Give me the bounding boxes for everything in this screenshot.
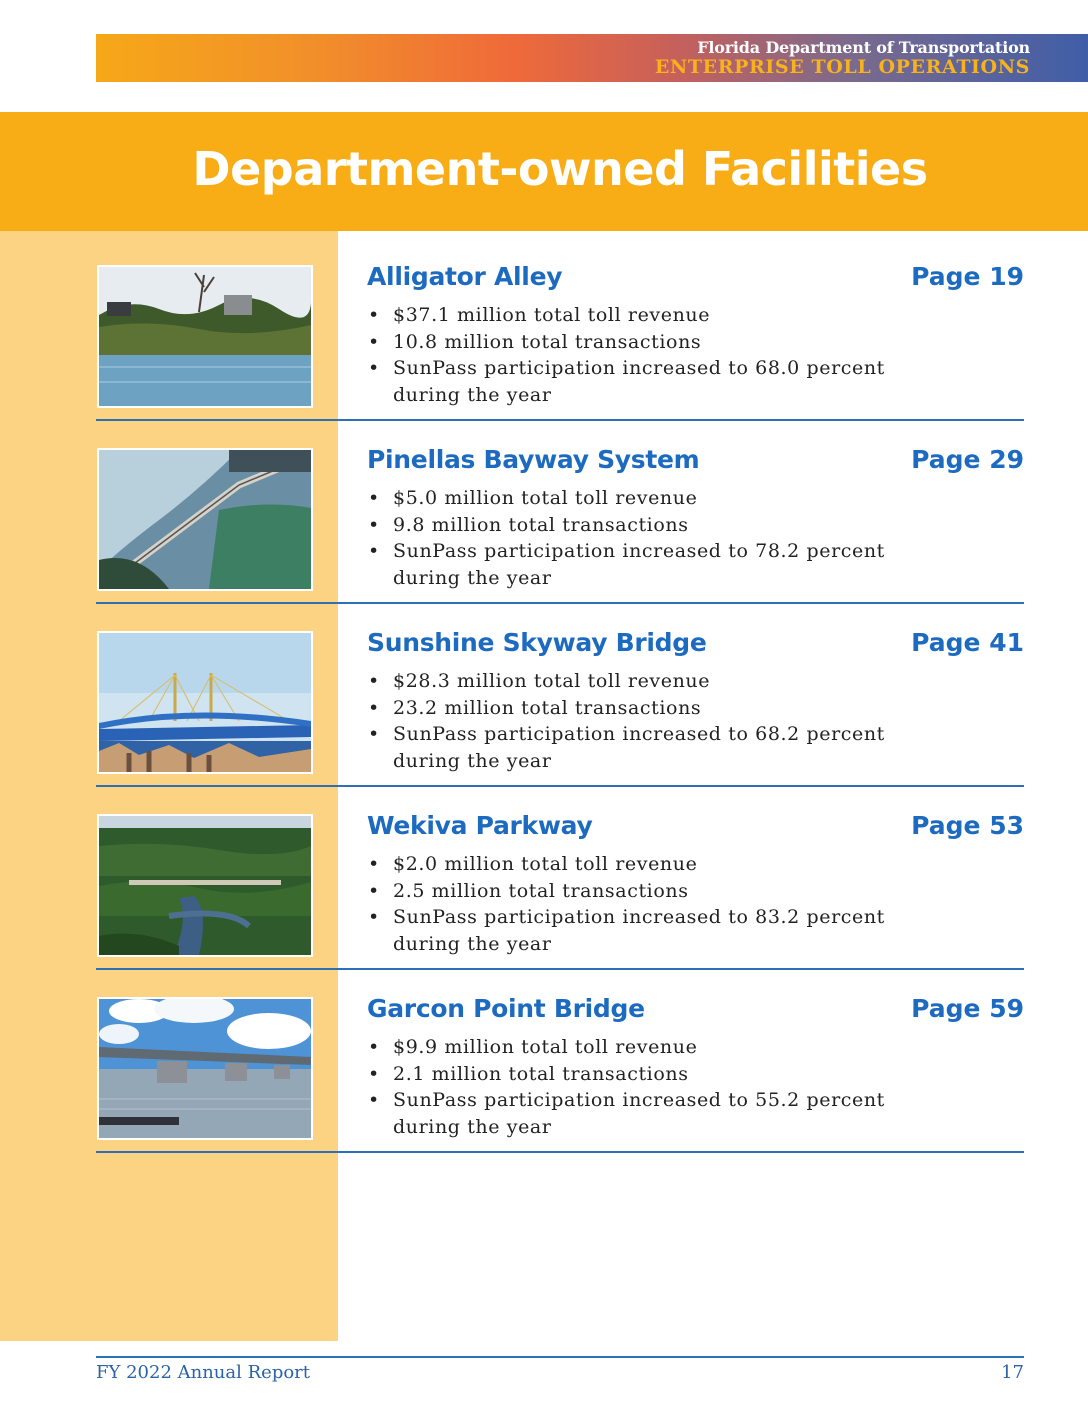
footer-rule — [96, 1356, 1024, 1358]
facility-bullets — [367, 1034, 907, 1140]
facility-bullets — [367, 851, 907, 957]
bullet-revenue: • $9.9 million total toll revenue — [367, 1034, 907, 1061]
facility-name: Wekiva Parkway — [367, 811, 593, 840]
facility-alligator-alley — [96, 238, 1024, 421]
facility-name: Sunshine Skyway Bridge — [367, 628, 707, 657]
facility-photo-wekiva-parkway — [97, 814, 313, 957]
facility-bullets — [367, 302, 907, 408]
bullet-transactions: • 2.5 million total transactions — [367, 878, 907, 905]
page-title: Department-owned Facilities — [192, 142, 928, 196]
bullet-transactions: • 9.8 million total transactions — [367, 512, 907, 539]
bullet-sunpass: • SunPass participation increased to 68.0 percent during the year — [367, 355, 907, 408]
facility-page-link[interactable]: Page 19 — [911, 262, 1024, 291]
facility-photo-pinellas-bayway — [97, 448, 313, 591]
header-division: ENTERPRISE TOLL OPERATIONS — [654, 56, 1030, 78]
bullet-revenue: • $5.0 million total toll revenue — [367, 485, 907, 512]
bullet-revenue: • $28.3 million total toll revenue — [367, 668, 907, 695]
bullet-sunpass: • SunPass participation increased to 83.2 percent during the year — [367, 904, 907, 957]
facility-photo-garcon-point — [97, 997, 313, 1140]
bullet-transactions: • 23.2 million total transactions — [367, 695, 907, 722]
bullet-sunpass: • SunPass participation increased to 68.2 percent during the year — [367, 721, 907, 774]
bullet-transactions: • 10.8 million total transactions — [367, 329, 907, 356]
facility-name: Pinellas Bayway System — [367, 445, 700, 474]
facility-page-link[interactable]: Page 59 — [911, 994, 1024, 1023]
footer-page-number: 17 — [1001, 1362, 1024, 1383]
facility-garcon-point — [96, 970, 1024, 1153]
bullet-sunpass: • SunPass participation increased to 55.2 percent during the year — [367, 1087, 907, 1140]
facility-photo-alligator-alley — [97, 265, 313, 408]
facility-name: Alligator Alley — [367, 262, 563, 291]
header-band — [96, 34, 1088, 82]
facility-photo-sunshine-skyway — [97, 631, 313, 774]
facility-wekiva-parkway — [96, 787, 1024, 970]
facility-bullets — [367, 485, 907, 591]
facility-pinellas-bayway — [96, 421, 1024, 604]
bullet-sunpass: • SunPass participation increased to 78.2 percent during the year — [367, 538, 907, 591]
facility-page-link[interactable]: Page 53 — [911, 811, 1024, 840]
header-agency: Florida Department of Transportation — [697, 38, 1030, 57]
facility-sunshine-skyway — [96, 604, 1024, 787]
facility-bullets — [367, 668, 907, 774]
bullet-revenue: • $37.1 million total toll revenue — [367, 302, 907, 329]
bullet-transactions: • 2.1 million total transactions — [367, 1061, 907, 1088]
facility-page-link[interactable]: Page 41 — [911, 628, 1024, 657]
footer-report-title: FY 2022 Annual Report — [96, 1362, 311, 1383]
bullet-revenue: • $2.0 million total toll revenue — [367, 851, 907, 878]
facility-name: Garcon Point Bridge — [367, 994, 645, 1023]
facility-page-link[interactable]: Page 29 — [911, 445, 1024, 474]
